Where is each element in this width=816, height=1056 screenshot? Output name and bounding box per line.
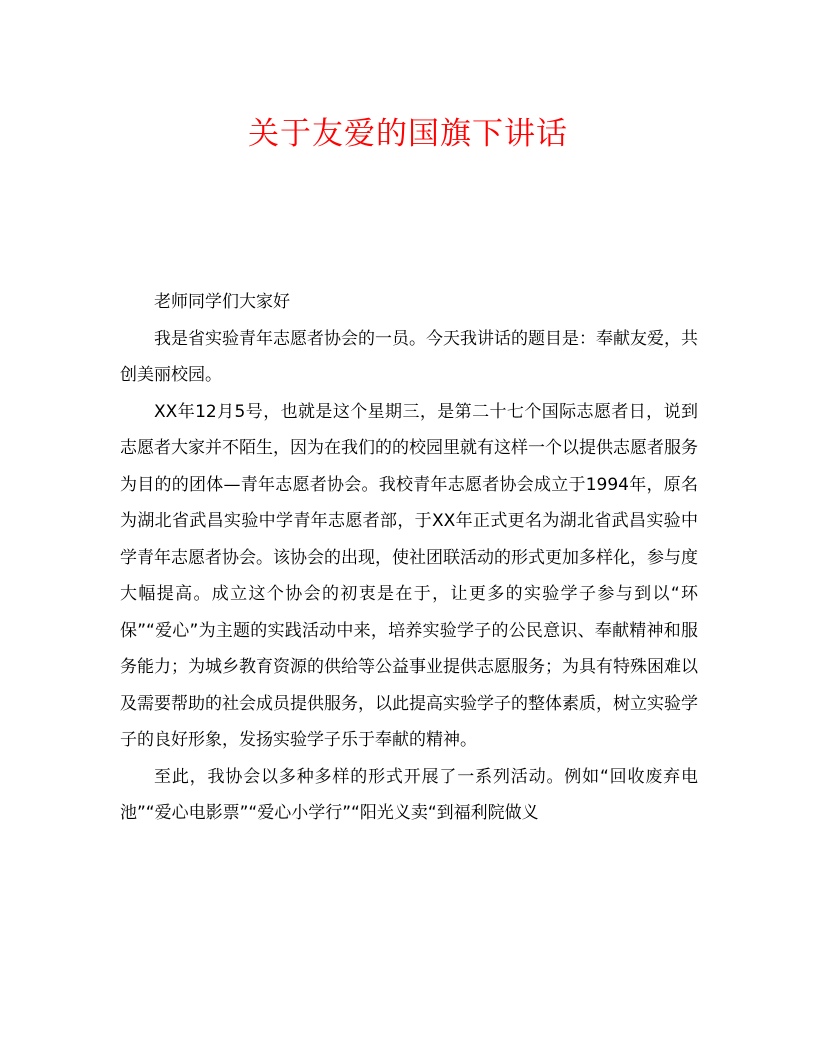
greeting-paragraph: 老师同学们大家好 bbox=[154, 292, 290, 312]
document-body bbox=[120, 284, 698, 832]
intro-paragraph: 我是省实验青年志愿者协会的一员。今天我讲话的题目是：奉献友爱，共创美丽校园。 bbox=[120, 328, 698, 385]
association-paragraph: XX年12月5号，也就是这个星期三，是第二十七个国际志愿者日，说到志愿者大家并不陌生，因为在我们的的校园里就有这样一个以提供志愿者服务为目的的团体—青年志愿者协会。我校青年志愿者协会成立于1994年，原名为湖北省武昌实验中学青年志愿者部，于XX年正式更名为湖北省武昌实验中学青年志愿者协会。该协会的出现，使社团联活动的形式更加多样化，参与度大幅提高。成立这个协会的初衷是在于，让更多的实验学子参与到以“环保”“爱心”为主题的实践活动中来，培养实验学子的公民意识、奉献精神和服务能力；为城乡教育资源的供给等公益事业提供志愿服务；为具有特殊困难以及需要帮助的社会成员提供服务，以此提高实验学子的整体素质，树立实验学子的良好形象，发扬实验学子乐于奉献的精神。 bbox=[120, 401, 698, 750]
document-title: 关于友爱的国旗下讲话 bbox=[248, 116, 568, 152]
activities-paragraph: 至此，我协会以多种多样的形式开展了一系列活动。例如“回收废弃电池”“爱心电影票”“爱心小学行”“阳光义卖“到福利院做义 bbox=[120, 766, 698, 823]
